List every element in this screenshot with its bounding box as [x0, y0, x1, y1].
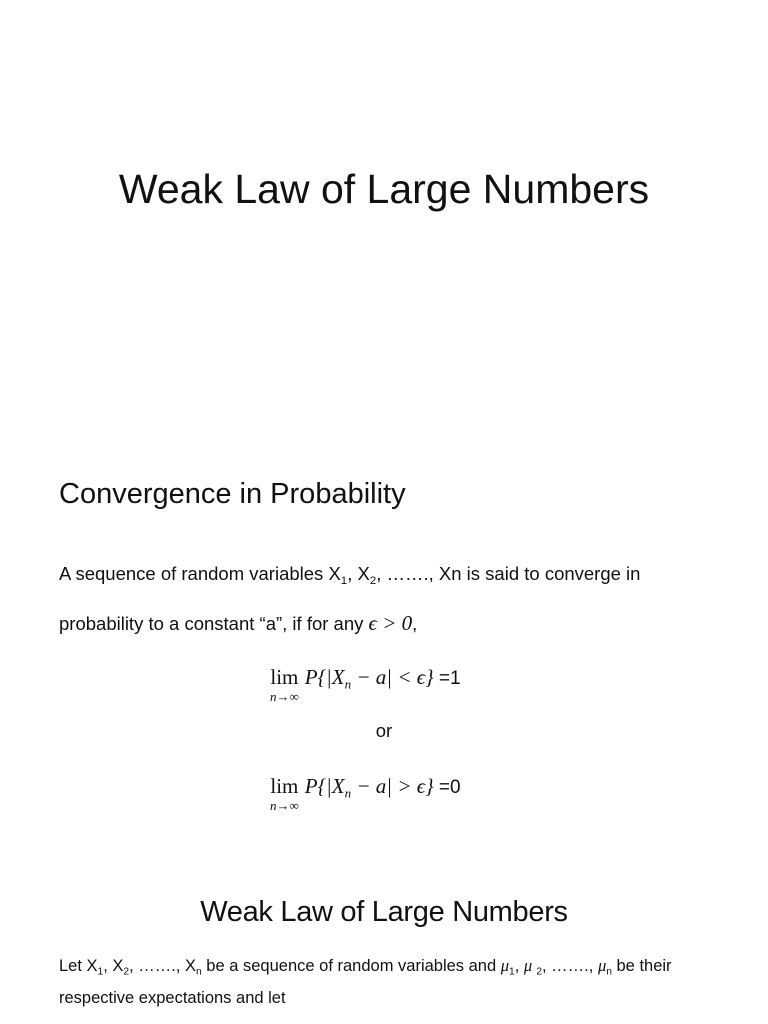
mu-1: μ: [500, 956, 510, 975]
equation-body: [305, 773, 461, 801]
section-heading-wlln: Weak Law of Large Numbers: [200, 896, 568, 928]
subscript-1: 1: [340, 575, 348, 587]
equation-subscript: n: [344, 785, 352, 801]
equation-result: =1: [433, 668, 461, 689]
definition-line-2-text: probability to a constant “a”, if for any: [59, 613, 369, 634]
definition-line-2-tail: ,: [412, 613, 418, 634]
subscript-2: 2: [369, 575, 377, 587]
equation-body-main: P{|X: [304, 774, 345, 798]
limit-operator: [270, 773, 299, 812]
equation-subscript: n: [344, 676, 352, 692]
epsilon-condition: ϵ > 0: [368, 611, 413, 635]
mu-2: μ: [523, 956, 537, 975]
equation-limit-greater: [270, 773, 461, 812]
wlln-text-a: Let X: [59, 957, 98, 975]
definition-line-1-prefix: A sequence of random variables X: [59, 563, 341, 584]
definition-line-1: [59, 563, 640, 585]
wlln-text-g: be their respective expectations and let: [59, 957, 672, 1007]
lim-word: lim: [270, 774, 299, 798]
mu-subscript-n: n: [606, 966, 612, 978]
lim-subscript: n→∞: [270, 689, 299, 704]
subscript-1: 1: [97, 966, 104, 978]
mu-subscript-2: 2: [536, 966, 543, 978]
wlln-text-e: ,: [514, 957, 524, 975]
definition-line-2: [59, 611, 417, 636]
wlln-text-b: , X: [103, 957, 124, 975]
wlln-text-d: be a sequence of random variables and: [201, 957, 501, 975]
limit-operator: [270, 664, 299, 703]
page-title: Weak Law of Large Numbers: [118, 166, 650, 212]
equation-body-rest: − a| < ϵ}: [351, 665, 434, 689]
equation-body-main: P{|X: [304, 665, 345, 689]
wlln-text-c: , ……., X: [129, 957, 197, 975]
equation-body-rest: − a| > ϵ}: [351, 774, 434, 798]
equation-limit-less: [270, 664, 461, 703]
mu-n: μ: [597, 956, 607, 975]
wlln-statement: [59, 950, 719, 1014]
definition-line-1-rest: , ……., Xn is said to converge in: [376, 563, 641, 584]
or-separator: or: [375, 720, 393, 741]
mu-subscript-1: 1: [509, 966, 515, 978]
wlln-text-f: , …….,: [542, 957, 598, 975]
separator: , X: [347, 563, 370, 584]
subscript-2: 2: [123, 966, 130, 978]
equation-result: =0: [433, 777, 461, 798]
section-heading-convergence: Convergence in Probability: [59, 478, 406, 510]
lim-subscript: n→∞: [270, 798, 299, 813]
lim-word: lim: [270, 665, 299, 689]
subscript-n: n: [196, 966, 202, 978]
equation-body: [305, 664, 461, 692]
